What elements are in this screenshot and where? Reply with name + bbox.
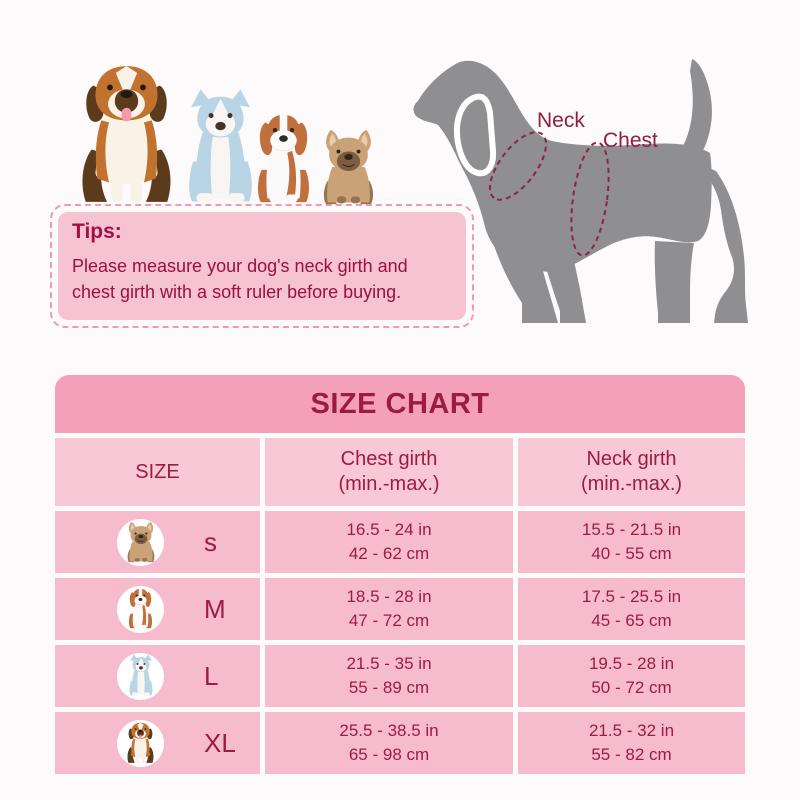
tips-text-line2: chest girth with a soft ruler before buying. [72, 282, 402, 302]
table-row-l-size [55, 645, 260, 707]
table-row-s-size [55, 511, 260, 573]
dog-silhouette-icon [414, 59, 748, 323]
chest-girth-header-line1: Chest girth [340, 448, 438, 470]
m-neck-in: 17.5 - 25.5 in [581, 587, 682, 607]
column-header-size [55, 438, 260, 506]
m-chest-in: 18.5 - 28 in [346, 587, 432, 607]
m-chest-cm: 47 - 72 cm [348, 611, 430, 630]
beagle-icon [117, 586, 164, 633]
tips-title: Tips: [72, 220, 122, 243]
chest-girth-header-line2: (min.-max.) [338, 473, 440, 495]
table-cell-xl-neck [518, 712, 745, 774]
column-header-size-label: SIZE [135, 460, 180, 483]
size-label-xl: XL [204, 727, 236, 758]
chest-label: Chest [603, 129, 658, 152]
husky-icon [117, 653, 164, 700]
french-bulldog-icon [117, 519, 164, 566]
st-bernard-icon [78, 60, 175, 206]
tips-text-line1: Please measure your dog's neck girth and [72, 256, 408, 276]
table-cell-l-neck [518, 645, 745, 707]
husky-icon [188, 88, 253, 206]
column-header-chest-girth [265, 438, 513, 506]
s-chest-cm: 42 - 62 cm [348, 544, 430, 563]
size-chart [55, 375, 745, 774]
l-chest-in: 21.5 - 35 in [346, 654, 432, 674]
neck-girth-header-line2: (min.-max.) [580, 473, 683, 495]
table-row-xl-size [55, 712, 260, 774]
table-row-m-size [55, 578, 260, 640]
table-cell-m-chest [265, 578, 513, 640]
table-cell-l-chest [265, 645, 513, 707]
m-neck-cm: 45 - 65 cm [591, 611, 672, 630]
s-neck-cm: 40 - 55 cm [591, 544, 672, 563]
measurement-diagram [400, 45, 790, 345]
size-label-s: s [204, 526, 217, 557]
l-neck-cm: 50 - 72 cm [591, 678, 672, 697]
size-label-l: L [204, 660, 219, 691]
s-neck-in: 15.5 - 21.5 in [581, 520, 682, 540]
xl-chest-cm: 65 - 98 cm [348, 745, 430, 764]
xl-chest-in: 25.5 - 38.5 in [339, 721, 439, 741]
column-header-neck-girth [518, 438, 745, 506]
beagle-icon [256, 111, 311, 206]
size-label-m: M [204, 593, 226, 624]
xl-neck-in: 21.5 - 32 in [588, 721, 675, 741]
l-chest-cm: 55 - 89 cm [348, 678, 430, 697]
french-bulldog-icon [323, 128, 374, 206]
table-cell-s-chest [265, 511, 513, 573]
neck-girth-header-line1: Neck girth [586, 448, 677, 470]
neck-label: Neck [537, 109, 585, 132]
size-chart-grid [55, 438, 745, 774]
table-cell-xl-chest [265, 712, 513, 774]
xl-neck-cm: 55 - 82 cm [591, 745, 672, 764]
s-chest-in: 16.5 - 24 in [346, 520, 432, 540]
size-chart-title: SIZE CHART [55, 375, 745, 433]
table-cell-s-neck [518, 511, 745, 573]
table-cell-m-neck [518, 578, 745, 640]
st-bernard-icon [117, 720, 164, 767]
l-neck-in: 19.5 - 28 in [588, 654, 675, 674]
